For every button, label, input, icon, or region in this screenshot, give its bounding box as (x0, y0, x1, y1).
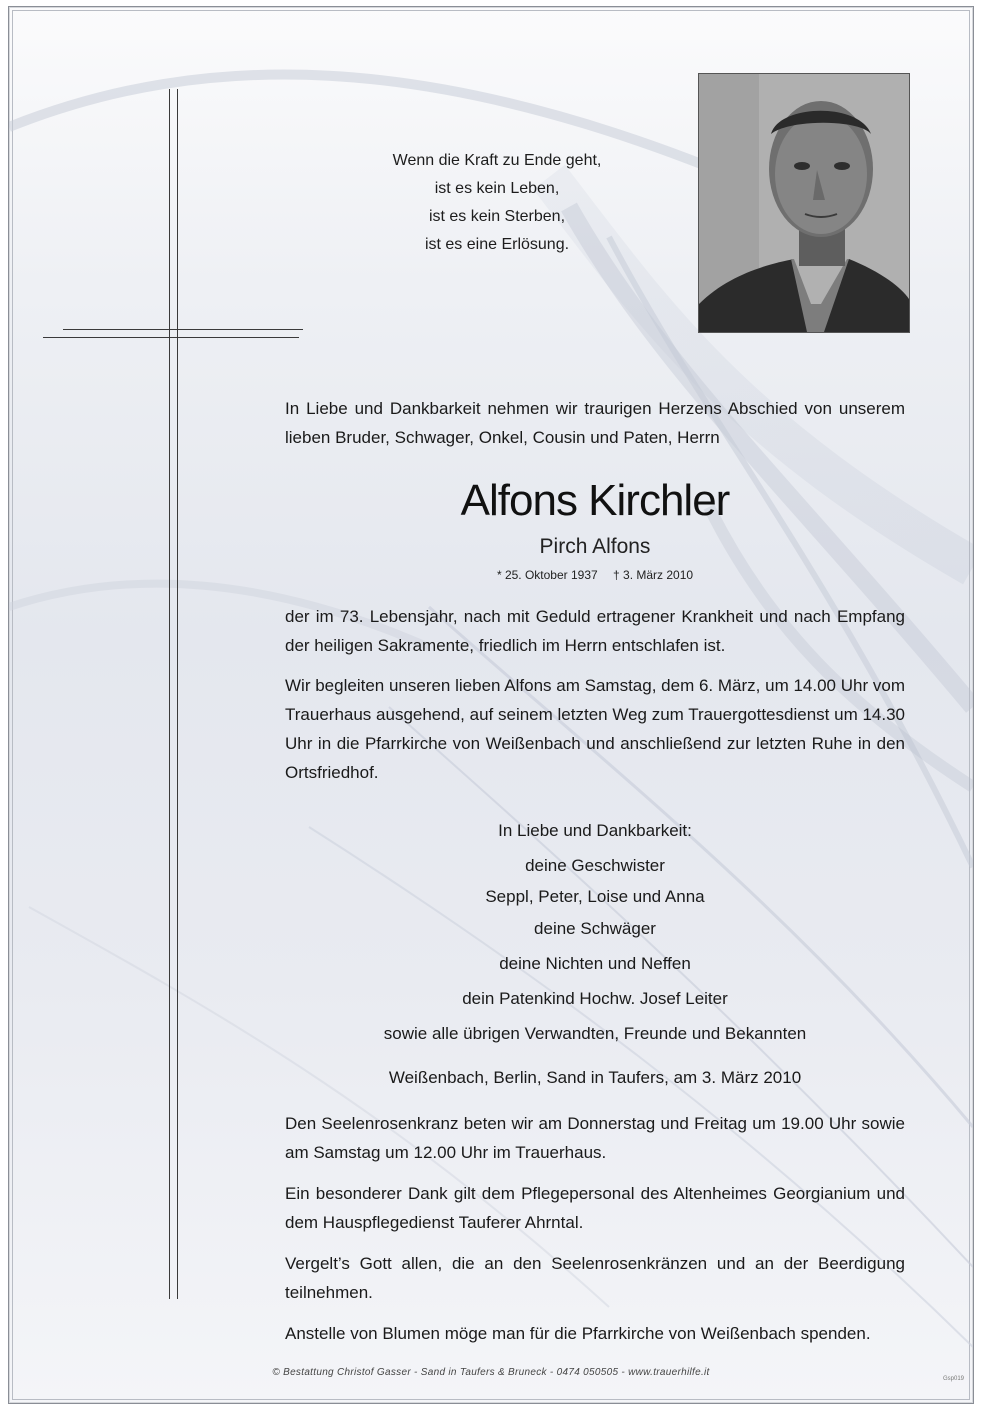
poem (347, 147, 647, 259)
poem-line: ist es eine Erlösung. (424, 236, 570, 253)
poem-line: ist es kein Leben, (434, 180, 560, 197)
mourners-nieces: deine Nichten und Neffen (499, 954, 691, 973)
death-date: † 3. März 2010 (613, 568, 694, 582)
mourners-list (285, 813, 905, 1051)
cross-vertical-line-left (169, 89, 170, 1299)
cross-horizontal-line-bottom (43, 337, 299, 338)
poem-line: ist es kein Sterben, (428, 208, 566, 225)
funeral-paragraph: Wir begleiten unseren lieben Alfons am Samstag, dem 6. März, um 14.00 Uhr vom Trauerhaus ausgehend, auf seinem letzten Weg zum Trauergottesdienst um 14.30 Uhr in die Pfarrkirche von Weißenbach und anschließend zur letzten Ruhe in den Ortsfriedhof. (285, 676, 905, 782)
portrait-illustration (699, 74, 909, 332)
rosary-paragraph: Den Seelenrosenkranz beten wir am Donnerstag und Freitag um 19.00 Uhr sowie am Samstag um 12.00 Uhr im Trauerhaus. (285, 1114, 905, 1162)
life-dates (285, 566, 905, 584)
place-and-date: Weißenbach, Berlin, Sand in Taufers, am 3. März 2010 (388, 1068, 802, 1087)
death-notice-paragraph: der im 73. Lebensjahr, nach mit Geduld ertragener Krankheit und nach Empfang der heiligen Sakramente, friedlich im Herrn entschlafen ist. (285, 607, 905, 655)
mourners-godchild: dein Patenkind Hochw. Josef Leiter (462, 989, 728, 1008)
thanks-paragraph: Ein besonderer Dank gilt dem Pflegepersonal des Altenheimes Georgianium und dem Hauspflegedienst Tauferer Ahrntal. (285, 1184, 905, 1232)
cross-horizontal-line-top (63, 329, 303, 330)
donation-paragraph: Anstelle von Blumen möge man für die Pfarrkirche von Weißenbach spenden. (285, 1324, 871, 1343)
poem-line: Wenn die Kraft zu Ende geht, (392, 152, 602, 169)
gratitude-paragraph: Vergelt’s Gott allen, die an den Seelenrosenkränzen und an der Beerdigung teilnehmen. (285, 1254, 905, 1302)
portrait-photo (698, 73, 910, 333)
intro-paragraph: In Liebe und Dankbarkeit nehmen wir traurigen Herzens Abschied von unserem lieben Bruder, Schwager, Onkel, Cousin und Paten, Herrn (285, 399, 905, 447)
mourners-siblings-label: deine Geschwister (525, 856, 665, 875)
mourners-heading: In Liebe und Dankbarkeit: (498, 821, 692, 840)
mourners-siblings-names: Seppl, Peter, Loise und Anna (485, 887, 705, 906)
footer-credit: © Bestattung Christof Gasser - Sand in Taufers & Bruneck - 0474 050505 - www.trauerhilfe.it (272, 1367, 710, 1378)
mourners-inlaws: deine Schwäger (534, 919, 656, 938)
obituary-card (8, 6, 974, 1404)
deceased-name: Alfons Kirchler (460, 476, 730, 525)
template-code: Gsp019 (942, 1376, 964, 1382)
birth-date: * 25. Oktober 1937 (496, 568, 598, 582)
deceased-alias: Pirch Alfons (539, 535, 651, 558)
cross-vertical-line-right (177, 89, 178, 1299)
mourners-others: sowie alle übrigen Verwandten, Freunde und Bekannten (383, 1024, 807, 1043)
